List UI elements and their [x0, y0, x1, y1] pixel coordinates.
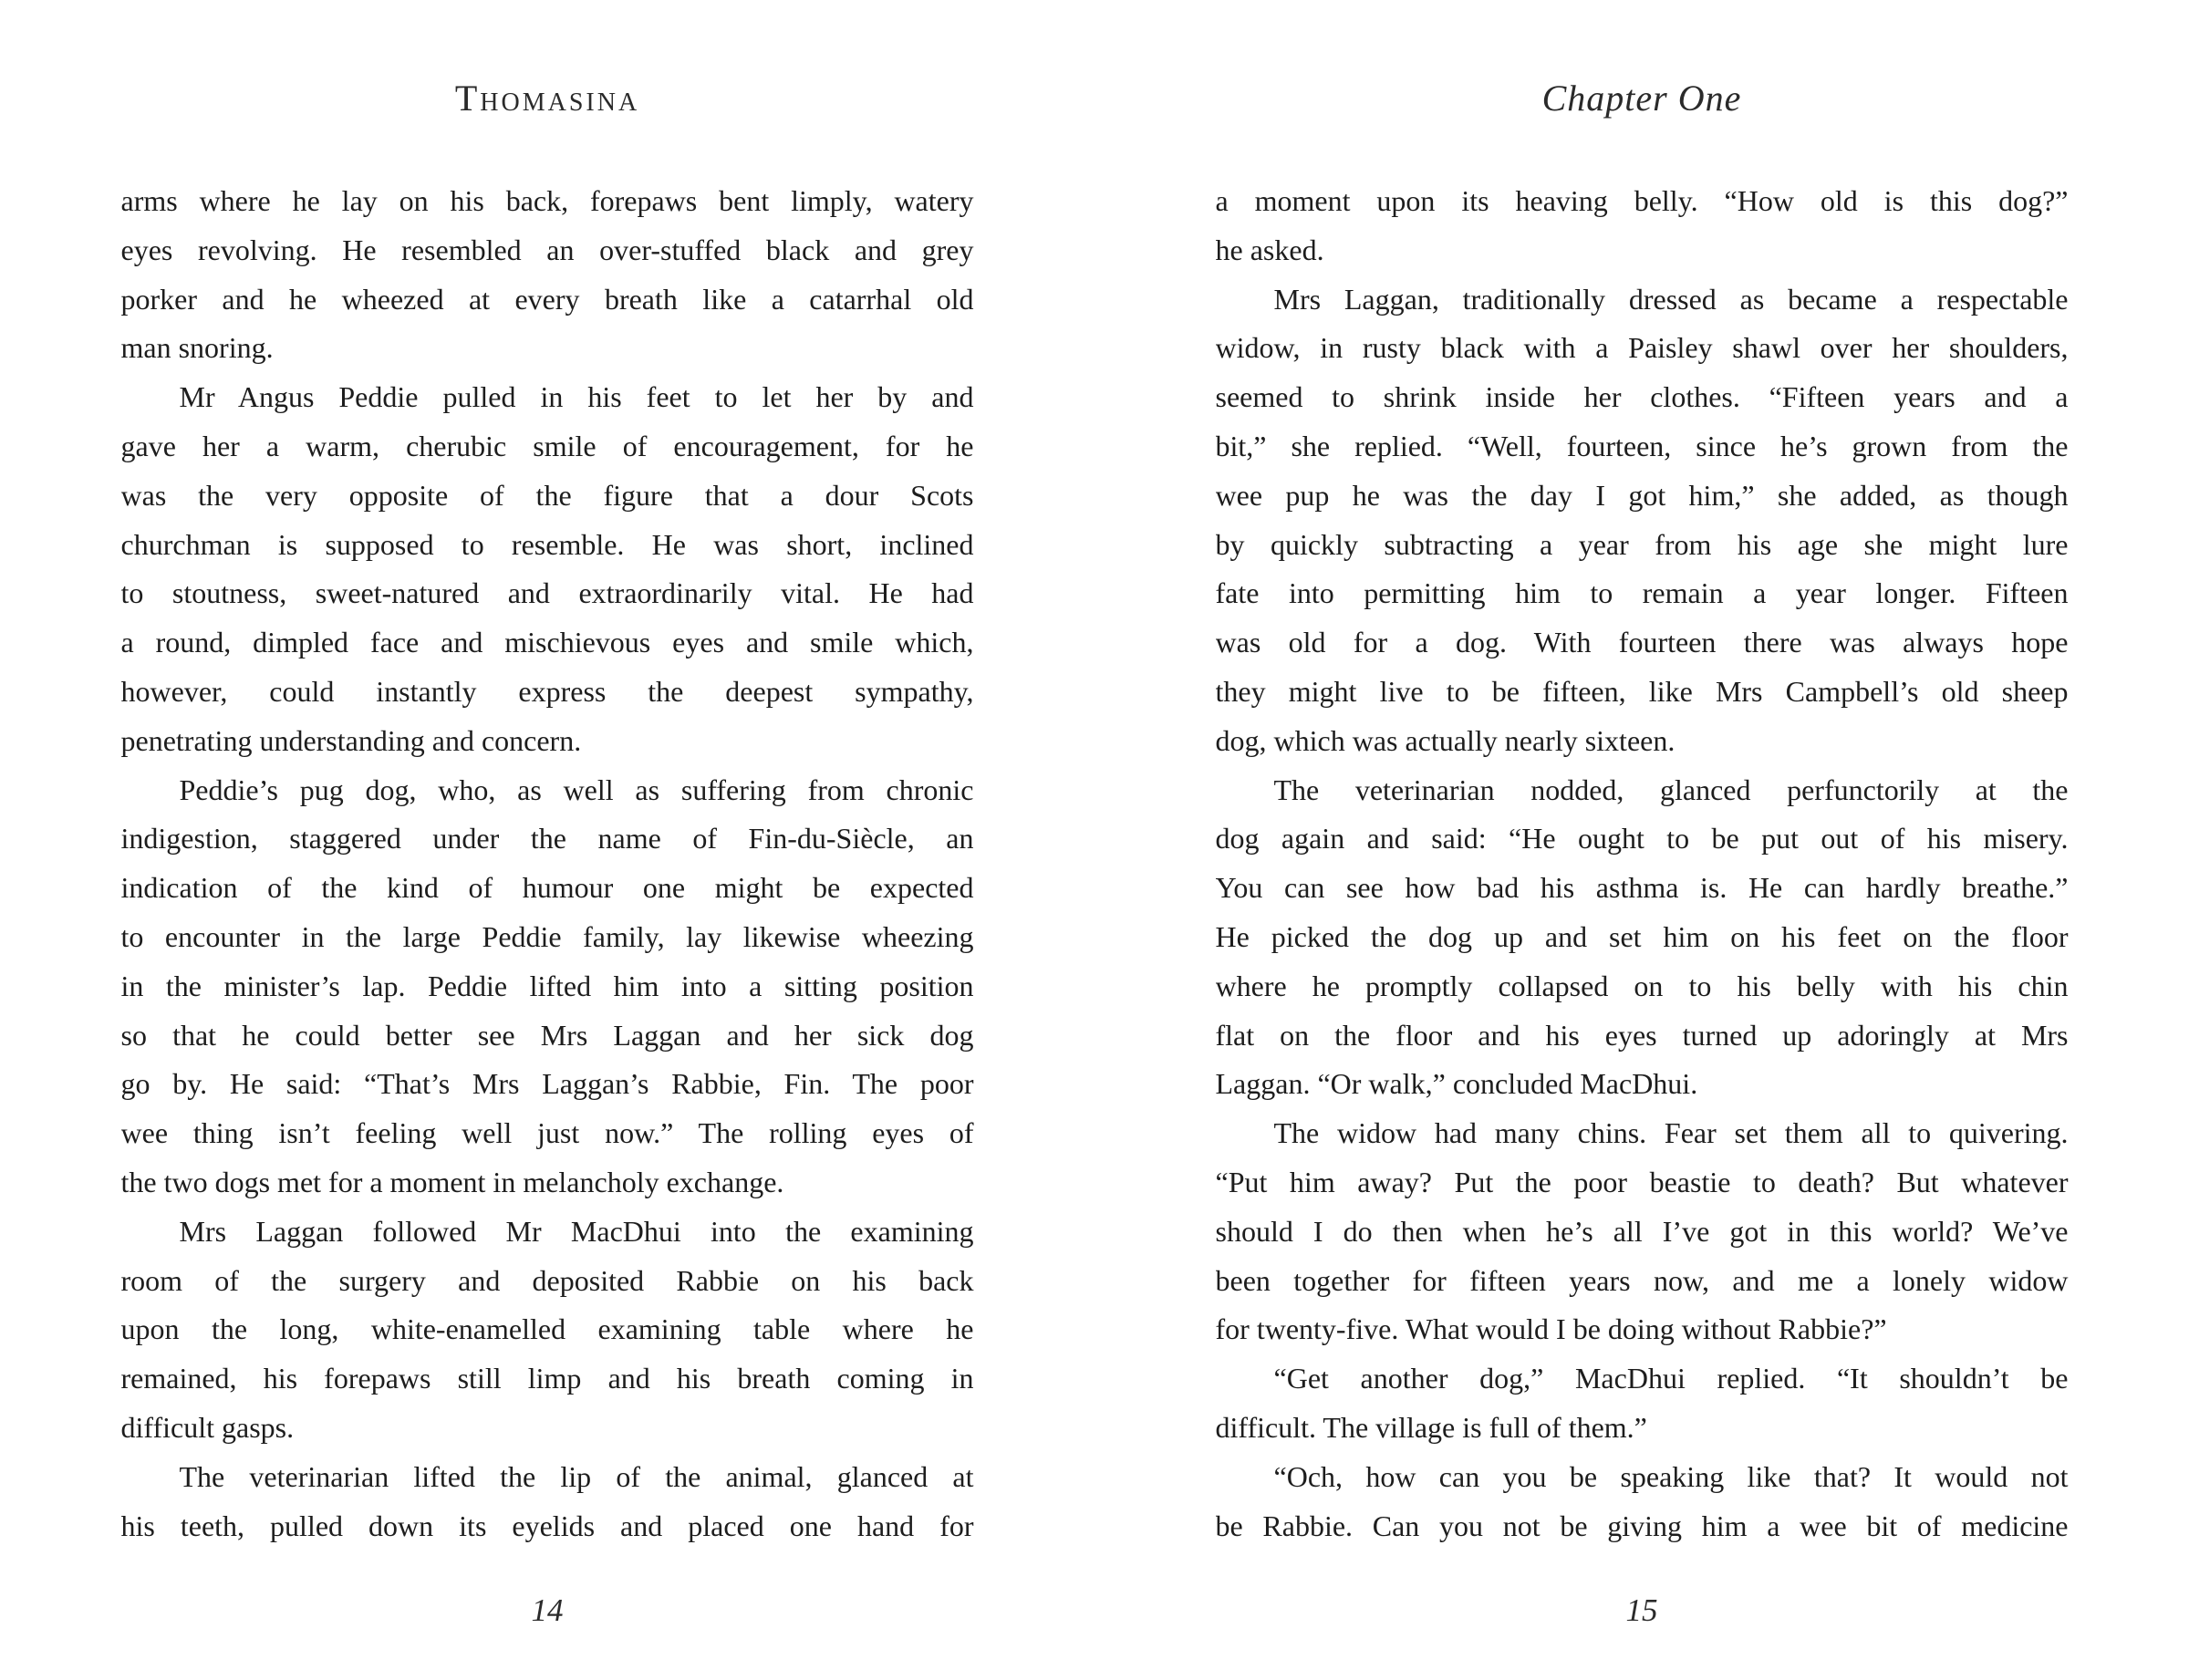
text-line: churchman is supposed to resemble. He was short, inclined	[120, 527, 974, 561]
paragraph	[1216, 1109, 2069, 1354]
text-line: his teeth, pulled down its eyelids and placed one hand for	[120, 1509, 974, 1542]
text-column	[121, 77, 974, 1550]
text-line: go by. He said: “That’s Mrs Laggan’s Rabbie, Fin. The poor	[120, 1067, 974, 1101]
text-line: Mr Angus Peddie pulled in his feet to let her by and	[179, 380, 974, 414]
text-line: fate into permitting him to remain a year longer. Fifteen	[1215, 576, 2069, 610]
text-line: was the very opposite of the figure that a dour Scots	[120, 478, 974, 512]
text-line: to encounter in the large Peddie family, lay likewise wheezing	[120, 919, 974, 953]
text-line: porker and he wheezed at every breath like a catarrhal old	[120, 282, 974, 316]
text-line: He picked the dog up and set him on his feet on the floor	[1215, 919, 2069, 953]
text-line: dog again and said: “He ought to be put out of his misery.	[1215, 822, 2069, 856]
text-line: he asked.	[1215, 233, 1324, 266]
paragraph	[1216, 1354, 2069, 1453]
text-line: remained, his forepaws still limp and his breath coming in	[120, 1362, 974, 1395]
text-line: to stoutness, sweet-natured and extraordinarily vital. He had	[120, 576, 974, 610]
text-line: widow, in rusty black with a Paisley shawl over her shoulders,	[1215, 331, 2069, 365]
text-line: The widow had many chins. Fear set them all to quivering.	[1273, 1116, 2069, 1150]
text-line: seemed to shrink inside her clothes. “Fifteen years and a	[1215, 380, 2069, 414]
page-body	[121, 177, 974, 1550]
text-line: however, could instantly express the deepest sympathy,	[120, 674, 974, 708]
page-number: 14	[531, 1592, 564, 1628]
text-line: bit,” she replied. “Well, fourteen, since he’s grown from the	[1215, 429, 2069, 462]
text-line: a round, dimpled face and mischievous eyes and smile which,	[120, 626, 974, 659]
text-line: “Och, how can you be speaking like that? It would not	[1273, 1459, 2069, 1493]
text-line: by quickly subtracting a year from his age she might lure	[1215, 527, 2069, 561]
text-line: Mrs Laggan followed Mr MacDhui into the examining	[179, 1214, 974, 1248]
paragraph	[1216, 177, 2069, 275]
text-line: arms where he lay on his back, forepaws bent limply, watery	[120, 184, 974, 217]
text-line: Peddie’s pug dog, who, as well as suffering from chronic	[179, 773, 974, 806]
text-line: difficult. The village is full of them.”	[1215, 1410, 1647, 1444]
text-line: gave her a warm, cherubic smile of encouragement, for he	[120, 429, 974, 462]
running-head-chapter: Chapter One	[1541, 78, 1742, 119]
text-line: so that he could better see Mrs Laggan and her sick dog	[120, 1018, 974, 1052]
paragraph	[1216, 275, 2069, 766]
paragraph	[121, 1208, 974, 1453]
text-line: been together for fifteen years now, and me a lonely widow	[1215, 1263, 2069, 1297]
text-line: a moment upon its heaving belly. “How old is this dog?”	[1215, 184, 2069, 217]
page-number: 15	[1625, 1592, 1658, 1628]
running-head-title: Thomasina	[454, 78, 640, 119]
text-line: indication of the kind of humour one might be expected	[120, 871, 974, 905]
text-line: difficult gasps.	[120, 1410, 295, 1444]
text-line: the two dogs met for a moment in melancholy exchange.	[120, 1165, 784, 1198]
page-right	[1094, 0, 2189, 1680]
text-line: Laggan. “Or walk,” concluded MacDhui.	[1215, 1067, 1698, 1101]
paragraph	[121, 1453, 974, 1551]
text-line: flat on the floor and his eyes turned up adoringly at Mrs	[1215, 1018, 2069, 1052]
text-column	[1216, 77, 2069, 1550]
text-line: man snoring.	[120, 331, 274, 365]
text-line: should I do then when he’s all I’ve got in this world? We’ve	[1215, 1214, 2069, 1248]
text-line: indigestion, staggered under the name of Fin-du-Siècle, an	[120, 822, 974, 856]
text-line: Mrs Laggan, traditionally dressed as became a respectable	[1273, 282, 2069, 316]
text-line: for twenty-five. What would I be doing without Rabbie?”	[1215, 1312, 1887, 1346]
paragraph	[121, 766, 974, 1208]
text-line: “Get another dog,” MacDhui replied. “It shouldn’t be	[1273, 1362, 2069, 1395]
paragraph	[1216, 766, 2069, 1110]
page-left	[0, 0, 1094, 1680]
paragraph	[121, 177, 974, 373]
text-line: be Rabbie. Can you not be giving him a wee bit of medicine	[1215, 1509, 2069, 1542]
text-line: eyes revolving. He resembled an over-stuffed black and grey	[120, 233, 974, 266]
text-line: they might live to be fifteen, like Mrs Campbell’s old sheep	[1215, 674, 2069, 708]
text-line: upon the long, white-enamelled examining table where he	[120, 1312, 974, 1346]
text-line: in the minister’s lap. Peddie lifted him into a sitting position	[120, 969, 974, 1002]
text-line: You can see how bad his asthma is. He can hardly breathe.”	[1215, 871, 2069, 905]
text-line: was old for a dog. With fourteen there was always hope	[1215, 626, 2069, 659]
text-line: The veterinarian nodded, glanced perfunctorily at the	[1273, 773, 2069, 806]
text-line: dog, which was actually nearly sixteen.	[1215, 723, 1675, 757]
text-line: wee thing isn’t feeling well just now.” The rolling eyes of	[120, 1116, 974, 1150]
paragraph	[1216, 1453, 2069, 1551]
text-line: wee pup he was the day I got him,” she added, as though	[1215, 478, 2069, 512]
text-line: where he promptly collapsed on to his belly with his chin	[1215, 969, 2069, 1002]
paragraph	[121, 373, 974, 765]
text-line: room of the surgery and deposited Rabbie on his back	[120, 1263, 974, 1297]
text-line: The veterinarian lifted the lip of the animal, glanced at	[179, 1459, 974, 1493]
text-line: “Put him away? Put the poor beastie to death? But whatever	[1215, 1165, 2069, 1198]
text-line: penetrating understanding and concern.	[120, 723, 582, 757]
page-body	[1216, 177, 2069, 1550]
